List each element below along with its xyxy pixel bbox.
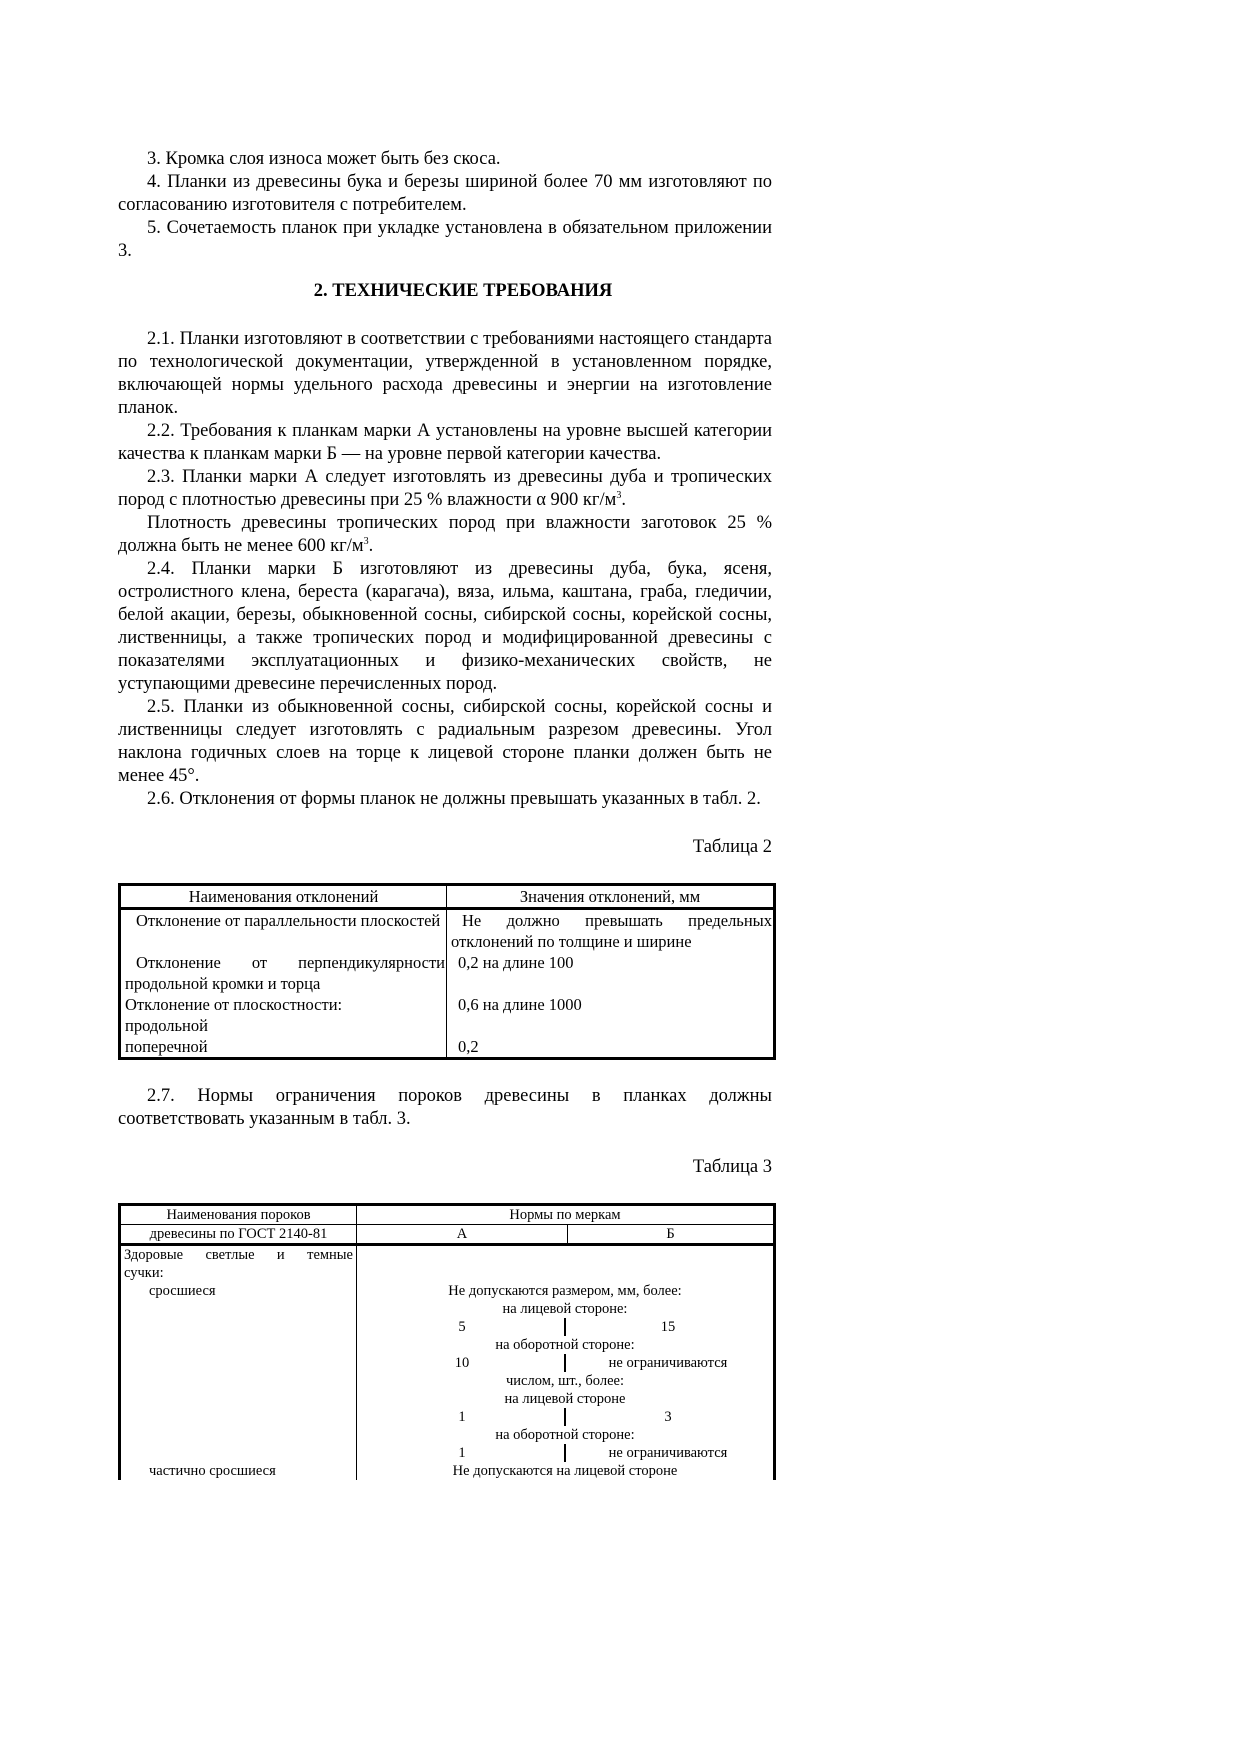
table-2-cell-name: Отклонение от перпендикулярности продольной кромки и торца (120, 952, 447, 994)
norm-text: числом, шт., более: (506, 1373, 624, 1389)
table-3-names (120, 1245, 357, 1481)
table-2 (118, 883, 776, 1060)
clause-2-6: 2.6. Отклонения от формы планок не должны превышать указанных в табл. 2. (147, 789, 761, 809)
norm-value-a: 1 (360, 1444, 566, 1462)
table-2-cell-value: 0,2 на длине 100 (458, 953, 574, 972)
table-2-cell-value: 0,6 на длине 1000 (458, 995, 582, 1014)
spacer (124, 1300, 353, 1462)
clause-2-1: 2.1. Планки изготовляют в соответствии с требованиями настоящего стандарта по технологической документации, утвержденной в установленном порядке, включающей нормы удельного расхода древесины и энергии на изготовление планок. (118, 329, 772, 418)
period-2: . (368, 536, 374, 556)
table-3-header (120, 1205, 775, 1225)
paragraph-5: 5. Сочетаемость планок при укладке установлена в обязательном приложении 3. (118, 218, 772, 261)
table-row (120, 909, 775, 953)
group-label-line-2: сучки: (124, 1265, 164, 1281)
clause-2-3-text: 2.3. Планки марки А следует изготовлять из древесины дуба и тропических пород с плотностью древесины при 25 % влажности α 900 кг/м (118, 467, 772, 510)
paragraph-4: 4. Планки из древесины бука и березы шириной более 70 мм изготовляют по согласованию изготовителя с потребителем. (118, 172, 772, 215)
norm-text: на лицевой стороне: (502, 1301, 628, 1317)
clause-2-4: 2.4. Планки марки Б изготовляют из древесины дуба, бука, ясеня, остролистного клена, береста (карагача), вяза, ильма, каштана, граба, гледичии, белой акации, березы, обыкновенной сосны, сибирской сосны, корейской сосны, лиственницы, а также тропических пород и модифицированной древесины с показателями эксплуатационных и физико-механических свойств, не уступающими древесине перечисленных пород. (118, 559, 772, 694)
table-row (120, 952, 775, 994)
subgroup-1: сросшиеся (149, 1283, 216, 1299)
table-2-cell-value (447, 1015, 775, 1036)
table-2-cell-value: Не должно превышать предельных отклонений по толщине и ширине (451, 911, 772, 951)
norm-value-b: не ограничиваются (608, 1355, 728, 1371)
table-row (120, 1015, 775, 1036)
norm-pair (360, 1444, 770, 1462)
cube-superscript: 3 (616, 490, 622, 501)
blank-line (360, 1264, 770, 1282)
norm-value-a: 10 (360, 1354, 566, 1372)
norm-text: на лицевой стороне (504, 1391, 626, 1407)
norm-value-b: 3 (664, 1409, 672, 1425)
table-2-cell-name: продольной (120, 1015, 447, 1036)
norm-text: Не допускаются на лицевой стороне (452, 1463, 678, 1479)
density-text: Плотность древесины тропических пород при влажности заготовок 25 % должна быть не менее 600 кг/м (118, 513, 772, 556)
clause-2-3 (118, 466, 772, 512)
clause-2-2: 2.2. Требования к планкам марки А установлены на уровне высшей категории качества к планкам марки Б — на уровне первой категории качества. (118, 421, 772, 464)
table-row (120, 1245, 775, 1481)
table-2-header-value: Значения отклонений, мм (447, 885, 775, 909)
norm-value-a: 1 (360, 1408, 566, 1426)
table-3-header-name-1: Наименования пороков (120, 1205, 357, 1225)
group-label-line-1: Здоровые светлые и темные (124, 1247, 353, 1263)
subgroup-2: частично сросшиеся (149, 1463, 276, 1479)
norm-text: на оборотной стороне: (495, 1337, 635, 1353)
density-paragraph (118, 512, 772, 558)
norm-value-b: не ограничиваются (608, 1445, 728, 1461)
table-3-caption: Таблица 3 (692, 1157, 772, 1177)
text-column (118, 148, 772, 1480)
table-3 (118, 1203, 776, 1480)
norm-text: Не допускаются размером, мм, более: (448, 1283, 682, 1299)
table-2-cell-name: Отклонение от параллельности плоскостей (120, 909, 447, 953)
table-3-header-norms: Нормы по меркам (357, 1205, 775, 1225)
table-3-norms (357, 1245, 775, 1481)
norm-pair (360, 1408, 770, 1426)
table-3-subheader (120, 1225, 775, 1245)
table-2-cell-value: 0,2 (458, 1037, 479, 1056)
table-2-header (120, 885, 775, 909)
paragraph-3: 3. Кромка слоя износа может быть без скоса. (147, 149, 501, 169)
table-3-header-b: Б (568, 1225, 775, 1245)
period: . (621, 490, 626, 510)
table-2-cell-name: Отклонение от плоскостности: (120, 994, 447, 1015)
table-row (120, 994, 775, 1015)
table-3-header-a: А (357, 1225, 568, 1245)
blank-line (360, 1246, 770, 1264)
norm-pair (360, 1354, 770, 1372)
table-2-caption: Таблица 2 (692, 837, 772, 857)
table-2-header-name: Наименования отклонений (120, 885, 447, 909)
table-3-header-name-2: древесины по ГОСТ 2140-81 (120, 1225, 357, 1245)
norm-value-a: 5 (360, 1318, 566, 1336)
cube-superscript-2: 3 (363, 536, 369, 547)
section-title: 2. ТЕХНИЧЕСКИЕ ТРЕБОВАНИЯ (313, 281, 613, 301)
clause-2-7: 2.7. Нормы ограничения пороков древесины в планках должны соответствовать указанным в табл. 3. (118, 1086, 772, 1129)
table-row (120, 1036, 775, 1059)
norm-pair (360, 1318, 770, 1336)
table-2-cell-name: поперечной (120, 1036, 447, 1059)
norm-text: на оборотной стороне: (495, 1427, 635, 1443)
norm-value-b: 15 (660, 1319, 676, 1335)
clause-2-5: 2.5. Планки из обыкновенной сосны, сибирской сосны, корейской сосны и лиственницы следует изготовлять с радиальным разрезом древесины. Угол наклона годичных слоев на торце к лицевой стороне планки должен быть не менее 45°. (118, 697, 772, 786)
